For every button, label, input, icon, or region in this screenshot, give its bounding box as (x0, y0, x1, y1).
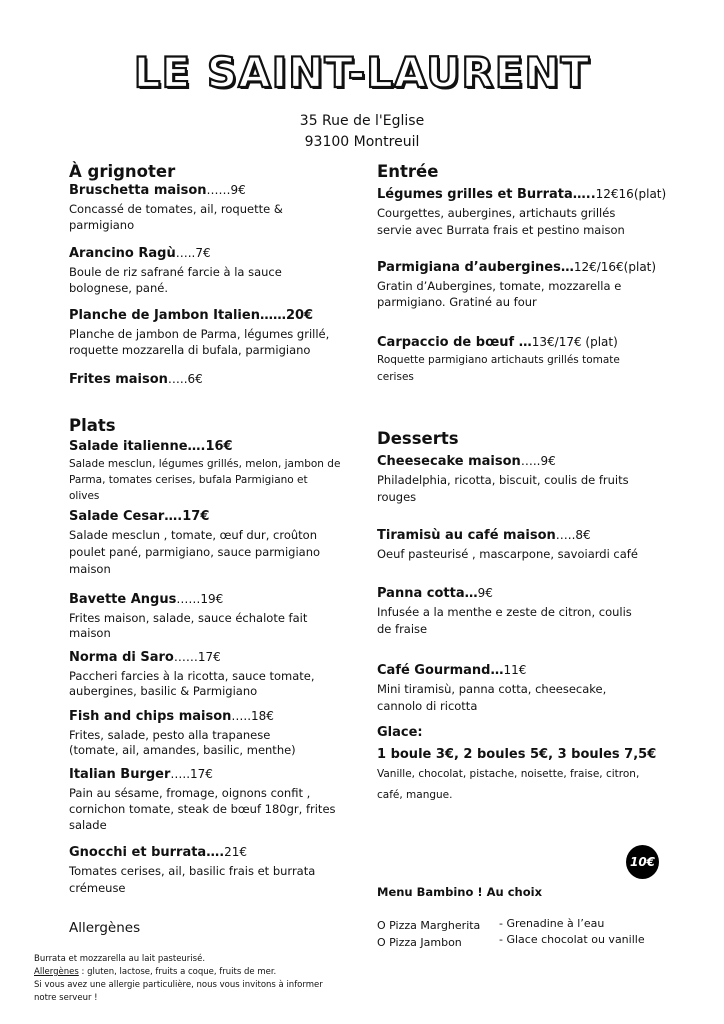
dish-description: roquette mozzarella di bufala, parmigiano (69, 343, 311, 357)
menu-item-name (69, 709, 274, 724)
dish-description: parmigiano. Gratiné au four (377, 295, 537, 309)
menu-item-name (377, 528, 591, 543)
dish-name: Gnocchi et burrata…. (69, 845, 225, 860)
entree-heading: Entrée (377, 162, 439, 181)
dish-price: …..18€ (231, 709, 274, 723)
dish-description: Oeuf pasteurisé , mascarpone, savoiardi café (377, 547, 638, 561)
dish-name: Norma di Saro (69, 650, 174, 665)
glace-prices: 1 boule 3€, 2 boules 5€, 3 boules 7,5€ (377, 747, 657, 762)
dish-name: Bruschetta maison (69, 183, 207, 198)
dish-description: bolognese, pané. (69, 281, 168, 295)
menu-item-name (377, 454, 556, 469)
dish-name: Café Gourmand… (377, 663, 504, 678)
menu-item-name (69, 183, 246, 198)
dish-description: cerises (377, 371, 414, 383)
allergen-line-2 (34, 966, 354, 979)
dish-description: Planche de jambon de Parma, légumes grillé, (69, 327, 330, 341)
dish-description: de fraise (377, 622, 428, 636)
dish-description: Mini tiramisù, panna cotta, cheesecake, (377, 682, 607, 696)
dish-name: Légumes grilles et Burrata….. (377, 187, 596, 202)
allergen-line-3: Si vous avez une allergie particulière, nous vous invitons à informer (34, 980, 323, 990)
dish-price: …..7€ (175, 246, 211, 260)
dish-description: Tomates cerises, ail, basilic frais et burrata (69, 864, 316, 878)
dish-description: maison (69, 626, 111, 640)
dish-price: …..8€ (555, 528, 591, 542)
bambino-extra-2: - Glace chocolat ou vanille (499, 933, 645, 946)
bambino-main-1: O Pizza Margherita (377, 919, 481, 932)
glace-flavors: Vanille, chocolat, pistache, noisette, fraise, citron, (377, 768, 640, 780)
dish-price: 12€/16€(plat) (573, 260, 657, 274)
allergen-line-1: Burrata et mozzarella au lait pasteurisé. (34, 954, 206, 964)
menu-item-name (69, 650, 221, 665)
dish-price: …..6€ (167, 372, 203, 386)
menu-item-name (69, 308, 313, 323)
allergen-list: : gluten, lactose, fruits a coque, fruits de mer. (78, 967, 277, 977)
dish-price: …..9€ (520, 454, 556, 468)
dish-description: Pain au sésame, fromage, oignons confit , (69, 786, 311, 800)
menu-item-name (69, 509, 209, 524)
grignoter-heading: À grignoter (69, 162, 176, 181)
dish-price: …..17€ (170, 767, 213, 781)
menu-item-name (377, 663, 526, 678)
bambino-price-badge: 10€ (626, 845, 659, 879)
dish-description: Parma, tomates cerises, bufala Parmigiano et (69, 474, 308, 486)
dish-description: Salade mesclun, légumes grillés, melon, jambon de (69, 458, 341, 470)
dish-name: Frites maison (69, 372, 168, 387)
dish-description: olives (69, 490, 100, 502)
dish-description: Roquette parmigiano artichauts grillés tomate (377, 354, 620, 366)
menu-item-name (69, 246, 211, 261)
dish-price: 21€ (224, 845, 248, 859)
dish-name: Arancino Ragù (69, 246, 176, 261)
dish-description: (tomate, ail, amandes, basilic, menthe) (69, 743, 296, 757)
bambino-title: Menu Bambino ! Au choix (377, 885, 542, 899)
dish-description: Frites, salade, pesto alla trapanese (69, 728, 271, 742)
dish-price: 9€ (477, 586, 493, 600)
dish-description: Concassé de tomates, ail, roquette & (69, 202, 283, 216)
address-city: 93100 Montreuil (304, 134, 420, 150)
dish-description: Gratin d’Aubergines, tomate, mozzarella e (377, 279, 622, 293)
dish-price: 13€/17€ (plat) (531, 335, 618, 349)
address-street: 35 Rue de l'Eglise (299, 113, 425, 129)
dish-description: parmigiano (69, 218, 135, 232)
dish-description: Boule de riz safrané farcie à la sauce (69, 265, 282, 279)
menu-item-name (69, 372, 203, 387)
dish-description: crémeuse (69, 881, 126, 895)
dish-description: Infusée a la menthe e zeste de citron, coulis (377, 605, 632, 619)
plats-heading: Plats (69, 416, 116, 435)
allergenes-notice (34, 953, 354, 1005)
menu-item-name (69, 845, 247, 860)
dish-name: Cheesecake maison (377, 454, 521, 469)
menu-item-name (69, 767, 213, 782)
menu-item-name (377, 586, 493, 601)
allergen-line-4: notre serveur ! (34, 993, 98, 1003)
dish-description: servie avec Burrata frais et pestino maison (377, 223, 625, 237)
dish-description: Salade mesclun , tomate, œuf dur, croûton (69, 528, 317, 542)
dish-description: Frites maison, salade, sauce échalote fait (69, 611, 308, 625)
dish-name: Italian Burger (69, 767, 171, 782)
dish-name: Carpaccio de bœuf … (377, 335, 532, 350)
dish-price: ……17€ (173, 650, 221, 664)
dish-description: salade (69, 818, 107, 832)
dish-description: cornichon tomate, steak de bœuf 180gr, frites (69, 802, 336, 816)
allergenes-heading: Allergènes (69, 920, 141, 936)
dish-price: ……19€ (176, 592, 224, 606)
dish-description: rouges (377, 490, 417, 504)
menu-item-name (69, 592, 223, 607)
desserts-heading: Desserts (377, 429, 459, 448)
dish-name: Panna cotta… (377, 586, 478, 601)
dish-price: 12€16(plat) (595, 187, 667, 201)
restaurant-title: LE SAINT-LAURENT (133, 48, 591, 97)
allergen-label: Allergènes (34, 967, 79, 977)
dish-price: ……9€ (206, 183, 246, 197)
menu-item-name (377, 260, 656, 275)
menu-item-name (69, 439, 233, 454)
menu-item-name (377, 335, 618, 350)
dish-description: Paccheri farcies à la ricotta, sauce tomate, (69, 669, 315, 683)
dish-description: aubergines, basilic & Parmigiano (69, 684, 258, 698)
dish-description: maison (69, 562, 111, 576)
glace-flavors: café, mangue. (377, 789, 453, 801)
dish-name: Planche de Jambon Italien……20€ (69, 308, 314, 323)
dish-name: Fish and chips maison (69, 709, 232, 724)
menu-item-name (377, 187, 666, 202)
dish-name: Tiramisù au café maison (377, 528, 556, 543)
dish-description: Philadelphia, ricotta, biscuit, coulis de fruits (377, 473, 629, 487)
dish-name: Salade italienne….16€ (69, 439, 233, 454)
dish-description: poulet pané, parmigiano, sauce parmigiano (69, 545, 321, 559)
glace-label: Glace: (377, 725, 423, 740)
dish-price: 11€ (503, 663, 527, 677)
dish-name: Parmigiana d’aubergines… (377, 260, 574, 275)
bambino-extra-1: - Grenadine à l’eau (499, 917, 605, 930)
dish-description: Courgettes, aubergines, artichauts grillés (377, 206, 616, 220)
dish-name: Bavette Angus (69, 592, 177, 607)
dish-name: Salade Cesar….17€ (69, 509, 210, 524)
bambino-main-2: O Pizza Jambon (377, 936, 462, 949)
dish-description: cannolo di ricotta (377, 699, 478, 713)
